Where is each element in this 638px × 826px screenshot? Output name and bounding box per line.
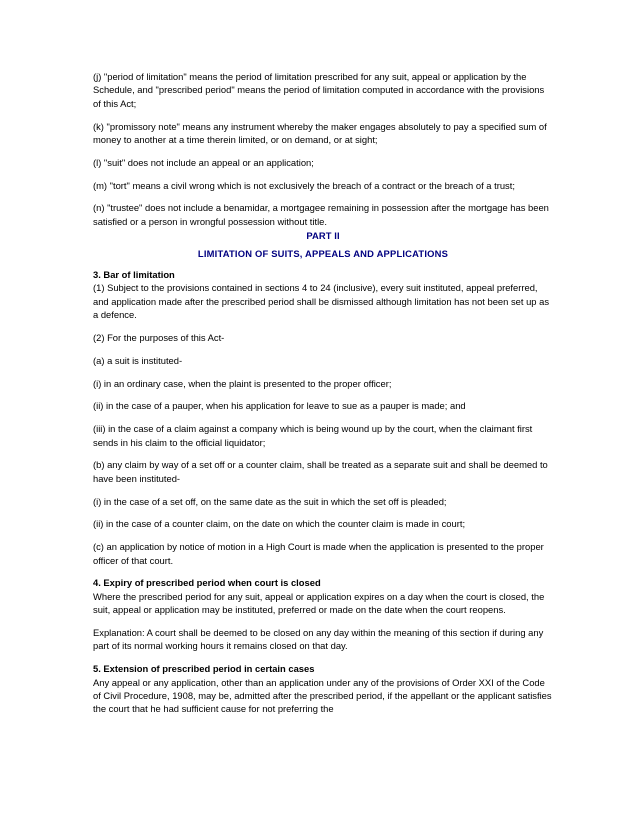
section-5	[93, 662, 553, 716]
section-3-clause-b-ii: (ii) in the case of a counter claim, on the date on which the counter claim is made in court;	[93, 518, 466, 530]
section-3-clause-c: (c) an application by notice of motion in a High Court is made when the application is presented to the proper officer of that court.	[93, 541, 544, 566]
definition-j: (j) "period of limitation" means the period of limitation prescribed for any suit, appeal or application by the Schedule, and "prescribed period" means the period of limitation computed in accordance with the provisions of this Act;	[93, 71, 545, 109]
section-3-heading: 3. Bar of limitation	[93, 269, 175, 281]
section-3-clause-a: (a) a suit is instituted-	[93, 354, 183, 366]
section-5-heading: 5. Extension of prescribed period in certain cases	[93, 663, 315, 675]
document-page	[93, 70, 553, 725]
definition-m: (m) "tort" means a civil wrong which is not exclusively the breach of a contract or the breach of a trust;	[93, 179, 515, 191]
part-title: PART II	[306, 230, 340, 242]
section-3-clause-a-ii: (ii) in the case of a pauper, when his application for leave to sue as a pauper is made; and	[93, 400, 466, 412]
definition-n: (n) "trustee" does not include a benamidar, a mortgagee remaining in possession after the mortgage has been satisfied or a person in wrongful possession without title.	[93, 202, 549, 227]
section-5-para-1: Any appeal or any application, other than an application under any of the provisions of Order XXI of the Code of Civil Procedure, 1908, may be, admitted after the prescribed period, if the appellant or the applicant satisfies the court that he had sufficient cause for not preferring the	[93, 676, 552, 715]
section-4-para-1: Where the prescribed period for any suit, appeal or application expires on a day when the court is closed, the suit, appeal or application may be instituted, preferred or made on the date when the court reopens.	[93, 590, 545, 616]
definition-k: (k) "promissory note" means any instrument whereby the maker engages absolutely to pay a specified sum of money to another at a time therein limited, or on demand, or at sight;	[93, 120, 547, 146]
section-3	[93, 268, 553, 322]
section-3-clause-a-iii: (iii) in the case of a claim against a company which is being wound up by the court, when the claimant first sends in his claim to the official liquidator;	[93, 423, 533, 448]
section-3-clause-b-i: (i) in the case of a set off, on the same date as the suit in which the set off is pleaded;	[93, 495, 447, 507]
section-3-para-1: (1) Subject to the provisions contained in sections 4 to 24 (inclusive), every suit instituted, appeal preferred, and application made after the prescribed period shall be dismissed although limitation has not been set up as a defence.	[93, 282, 550, 321]
definition-l: (l) "suit" does not include an appeal or an application;	[93, 156, 314, 168]
section-4-explanation: Explanation: A court shall be deemed to be closed on any day within the meaning of this section if during any part of its normal working hours it remains closed on that day.	[93, 627, 544, 652]
section-4	[93, 576, 553, 616]
section-4-heading: 4. Expiry of prescribed period when court is closed	[93, 577, 321, 589]
section-3-clause-b: (b) any claim by way of a set off or a counter claim, shall be treated as a separate suit and shall be deemed to have been instituted-	[93, 459, 548, 484]
section-3-para-2: (2) For the purposes of this Act-	[93, 332, 225, 344]
part-subtitle: LIMITATION OF SUITS, APPEALS AND APPLICATIONS	[197, 247, 449, 259]
section-3-clause-a-i: (i) in an ordinary case, when the plaint is presented to the proper officer;	[93, 377, 392, 389]
